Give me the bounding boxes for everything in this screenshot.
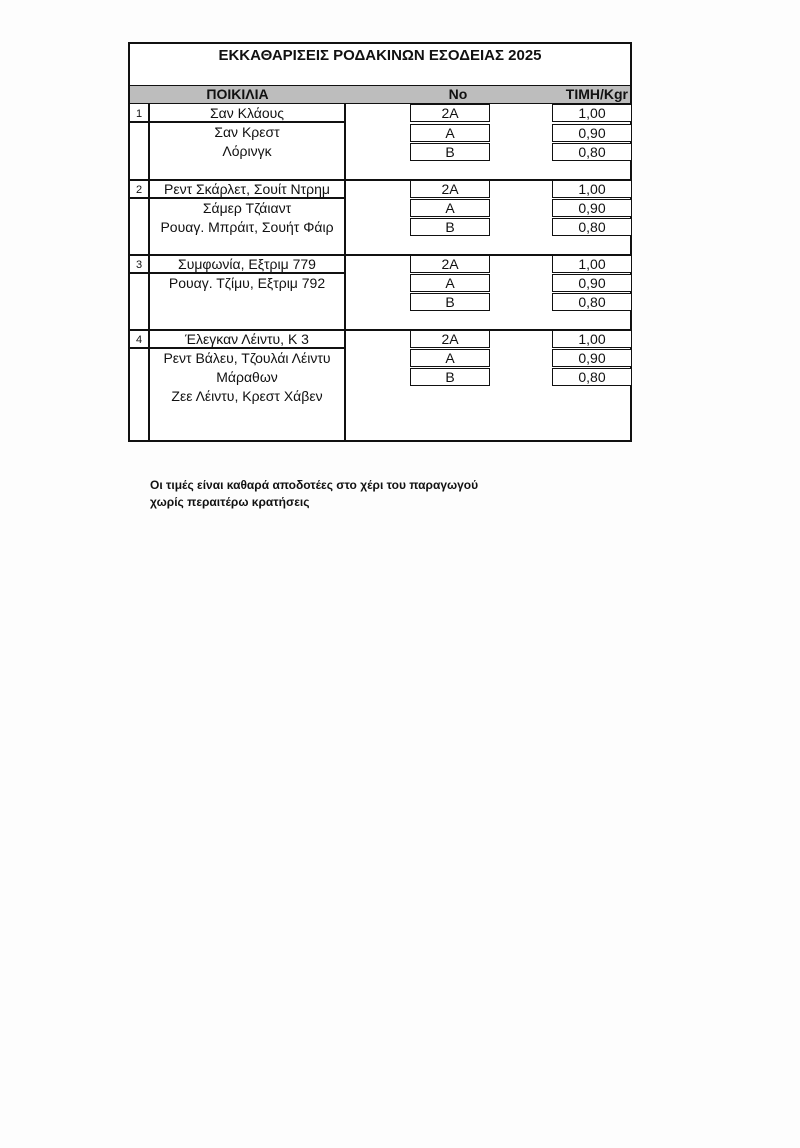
variety-name: Λόρινγκ [222, 143, 272, 159]
grade-cell: A [410, 124, 490, 142]
variety-name: Ρεντ Σκάρλετ, Σουίτ Ντρημ [164, 181, 330, 197]
table-header [130, 86, 630, 104]
variety-name: Μάραθων [216, 369, 278, 385]
price-cell: 0,90 [552, 124, 632, 142]
variety-name: Σαν Κλάους [209, 105, 285, 121]
price-table [128, 42, 632, 442]
price-cell: 1,00 [552, 330, 632, 348]
variety-name: Ζεε Λέιντυ, Κρεστ Χάβεν [171, 388, 323, 404]
group-number: 1 [135, 108, 143, 120]
footnote-line: Οι τιμές είναι καθαρά αποδοτέες στο χέρι του παραγωγού [150, 478, 479, 492]
grade-cell: 2A [410, 104, 490, 122]
header-price: ΤΙΜΗ/Kgr [565, 86, 628, 102]
price-cell: 0,90 [552, 349, 632, 367]
price-cell: 1,00 [552, 104, 632, 122]
grade-cell: 2A [410, 180, 490, 198]
header-no: No [448, 86, 468, 102]
price-cell: 0,80 [552, 293, 632, 311]
price-cell: 0,80 [552, 143, 632, 161]
variety-name: Σάμερ Τζάιαντ [202, 200, 292, 216]
variety-name: Ρουαγ. Τζίμυ, Εξτριμ 792 [168, 275, 326, 291]
grade-cell: A [410, 349, 490, 367]
price-cell: 1,00 [552, 255, 632, 273]
footnote-line: χωρίς περαιτέρω κρατήσεις [150, 495, 310, 509]
price-cell: 0,80 [552, 368, 632, 386]
grade-cell: 2A [410, 255, 490, 273]
variety-name: Συμφωνία, Εξτριμ 779 [178, 256, 316, 272]
table-title: ΕΚΚΑΘΑΡΙΣΕΙΣ ΡΟΔΑΚΙΝΩΝ ΕΣΟΔΕΙΑΣ 2025 [130, 44, 630, 86]
price-cell: 0,80 [552, 218, 632, 236]
group-number: 4 [135, 334, 143, 346]
variety-name: Σαν Κρεστ [214, 124, 280, 140]
group-number: 3 [135, 259, 143, 271]
price-cell: 1,00 [552, 180, 632, 198]
price-cell: 0,90 [552, 274, 632, 292]
variety-name: Ρεντ Βάλευ, Τζουλάι Λέιντυ [163, 350, 331, 366]
grade-cell: 2A [410, 330, 490, 348]
grade-cell: B [410, 218, 490, 236]
grade-cell: B [410, 293, 490, 311]
variety-name: Έλεγκαν Λέιντυ, Κ 3 [185, 331, 309, 347]
grade-cell: A [410, 274, 490, 292]
header-variety: ΠΟΙΚΙΛΙΑ [206, 86, 269, 102]
grade-cell: B [410, 368, 490, 386]
grade-cell: B [410, 143, 490, 161]
variety-name: Ρουαγ. Μπράιτ, Σουήτ Φάιρ [160, 219, 334, 235]
group-number: 2 [135, 184, 143, 196]
price-cell: 0,90 [552, 199, 632, 217]
grade-cell: A [410, 199, 490, 217]
footnote [150, 477, 570, 511]
